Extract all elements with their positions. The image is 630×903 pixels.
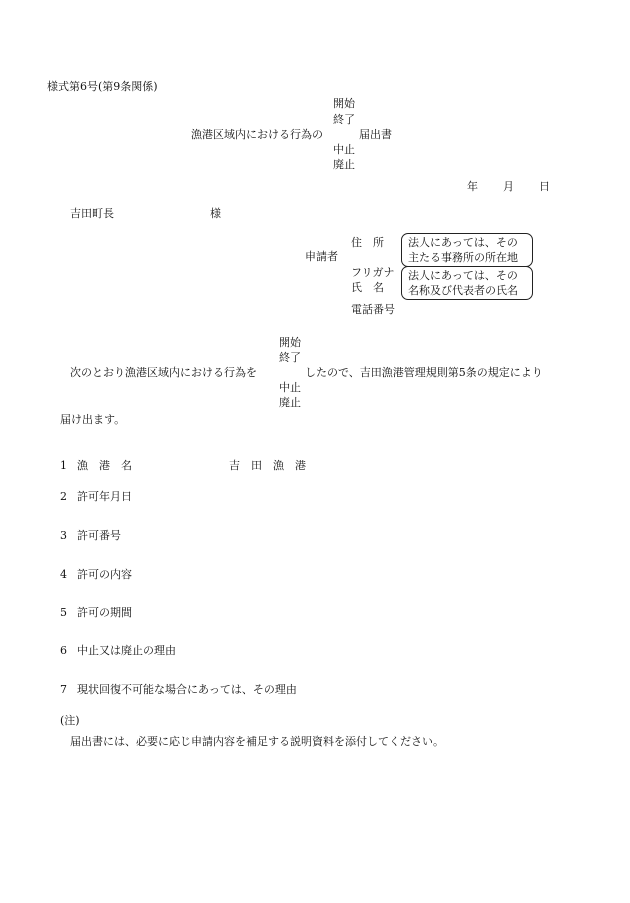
title-suffix: 届出書 xyxy=(359,128,392,141)
note-text: 届出書には、必要に応じ申請内容を補足する説明資料を添付してください。 xyxy=(70,735,444,748)
item-label-suspension-reason: 中止又は廃止の理由 xyxy=(77,644,176,657)
date-month: 月 xyxy=(503,180,514,193)
item-number: 3 xyxy=(60,529,67,542)
item-value-port-name: 吉 田 漁 港 xyxy=(229,459,306,472)
address-note-line2: 主たる事務所の所在地 xyxy=(408,251,518,264)
body-option-end: 終了 xyxy=(279,351,301,364)
item-label-permit-number: 許可番号 xyxy=(77,529,121,542)
addressee-honorific: 様 xyxy=(210,207,221,220)
body-option-abolish: 廃止 xyxy=(279,396,301,409)
item-number: 1 xyxy=(60,459,67,472)
item-label-restoration-reason: 現状回復不可能な場合にあっては、その理由 xyxy=(77,683,297,696)
title-option-suspend: 中止 xyxy=(333,143,355,156)
address-note-line1: 法人にあっては、その xyxy=(408,236,518,249)
item-number: 2 xyxy=(60,490,67,503)
name-note-line1: 法人にあっては、その xyxy=(408,269,518,282)
body-suffix: したので、吉田漁港管理規則第5条の規定により xyxy=(305,366,543,379)
item-label-permit-content: 許可の内容 xyxy=(77,568,132,581)
title-prefix: 漁港区域内における行為の xyxy=(191,128,323,141)
title-option-abolish: 廃止 xyxy=(333,158,355,171)
addressee-name: 吉田町長 xyxy=(70,207,114,220)
title-option-start: 開始 xyxy=(333,97,355,110)
body-option-suspend: 中止 xyxy=(279,381,301,394)
phone-label: 電話番号 xyxy=(351,303,395,316)
body-continuation: 届け出ます。 xyxy=(60,413,126,426)
item-label-permit-period: 許可の期間 xyxy=(77,606,132,619)
name-label: 氏 名 xyxy=(351,281,384,294)
name-note-line2: 名称及び代表者の氏名 xyxy=(408,284,518,297)
item-label-port-name: 漁 港 名 xyxy=(77,459,132,472)
item-label-permit-date: 許可年月日 xyxy=(77,490,132,503)
furigana-label: フリガナ xyxy=(351,266,395,279)
item-number: 7 xyxy=(60,683,67,696)
applicant-label: 申請者 xyxy=(305,250,338,263)
item-number: 4 xyxy=(60,568,67,581)
date-day: 日 xyxy=(539,180,550,193)
note-label: (注) xyxy=(60,714,80,727)
date-year: 年 xyxy=(467,180,478,193)
item-number: 6 xyxy=(60,644,67,657)
address-label: 住 所 xyxy=(351,236,384,249)
body-prefix: 次のとおり漁港区域内における行為を xyxy=(70,366,257,379)
item-number: 5 xyxy=(60,606,67,619)
title-option-end: 終了 xyxy=(333,113,355,126)
form-label: 様式第6号(第9条関係) xyxy=(47,80,158,93)
body-option-start: 開始 xyxy=(279,336,301,349)
